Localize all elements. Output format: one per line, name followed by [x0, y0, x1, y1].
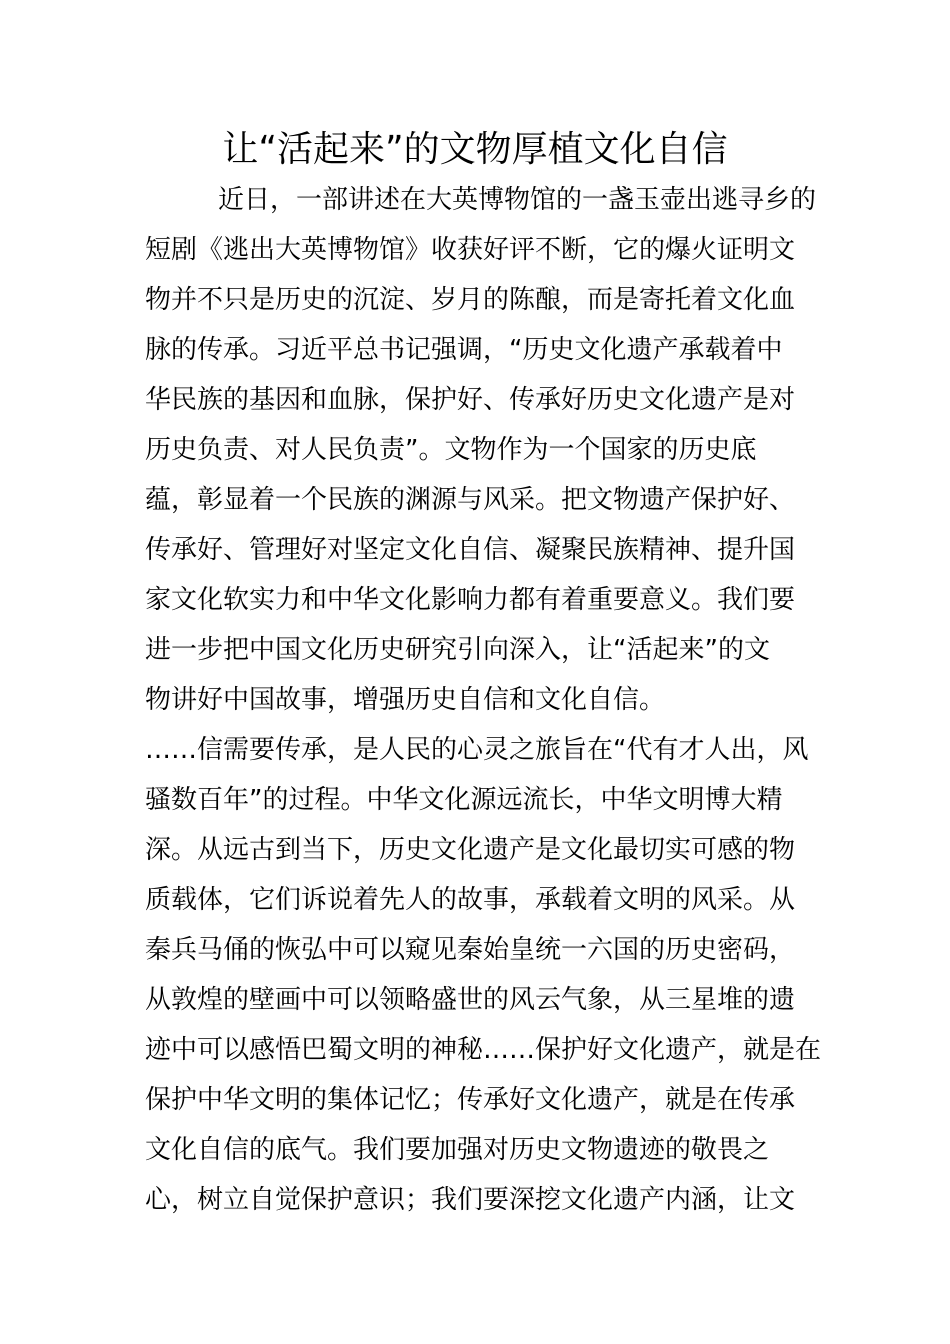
- body-line: 骚数百年”的过程。中华文化源远流长，中华文明博大精: [145, 785, 783, 815]
- body-line: 心，树立自觉保护意识；我们要深挖文化遗产内涵，让文: [145, 1185, 796, 1215]
- body-line: 家文化软实力和中华文化影响力都有着重要意义。我们要: [145, 585, 796, 615]
- body-line: 进一步把中国文化历史研究引向深入，让“活起来”的文: [145, 635, 770, 665]
- document-title: 让“活起来”的文物厚植文化自信: [222, 129, 728, 170]
- body-line: 秦兵马俑的恢弘中可以窥见秦始皇统一六国的历史密码，: [145, 935, 796, 965]
- body-line: 脉的传承。习近平总书记强调，“历史文化遗产承载着中: [145, 335, 783, 365]
- body-line: 迹中可以感悟巴蜀文明的神秘……保护好文化遗产，就是在: [145, 1035, 822, 1065]
- body-line: 物并不只是历史的沉淀、岁月的陈酿，而是寄托着文化血: [145, 285, 796, 315]
- body-line: 华民族的基因和血脉，保护好、传承好历史文化遗产是对: [145, 385, 796, 415]
- body-line: 历史负责、对人民负责”。文物作为一个国家的历史底: [145, 435, 757, 465]
- body-line: ……信需要传承，是人民的心灵之旅旨在“代有才人出，风: [145, 735, 809, 765]
- body-line: 近日，一部讲述在大英博物馆的一盏玉壶出逃寻乡的: [218, 185, 817, 215]
- body-line: 深。从远古到当下，历史文化遗产是文化最切实可感的物: [145, 835, 796, 865]
- body-line: 物讲好中国故事，增强历史自信和文化自信。: [145, 685, 666, 715]
- body-line: 蕴，彰显着一个民族的渊源与风采。把文物遗产保护好、: [145, 485, 796, 515]
- body-line: 短剧《逃出大英博物馆》收获好评不断，它的爆火证明文: [145, 235, 796, 265]
- body-line: 传承好、管理好对坚定文化自信、凝聚民族精神、提升国: [145, 535, 796, 565]
- body-line: 质载体，它们诉说着先人的故事，承载着文明的风采。从: [145, 885, 796, 915]
- body-line: 从敦煌的壁画中可以领略盛世的风云气象，从三星堆的遗: [145, 985, 796, 1015]
- body-line: 保护中华文明的集体记忆；传承好文化遗产，就是在传承: [145, 1085, 796, 1115]
- body-line: 文化自信的底气。我们要加强对历史文物遗迹的敬畏之: [145, 1135, 770, 1165]
